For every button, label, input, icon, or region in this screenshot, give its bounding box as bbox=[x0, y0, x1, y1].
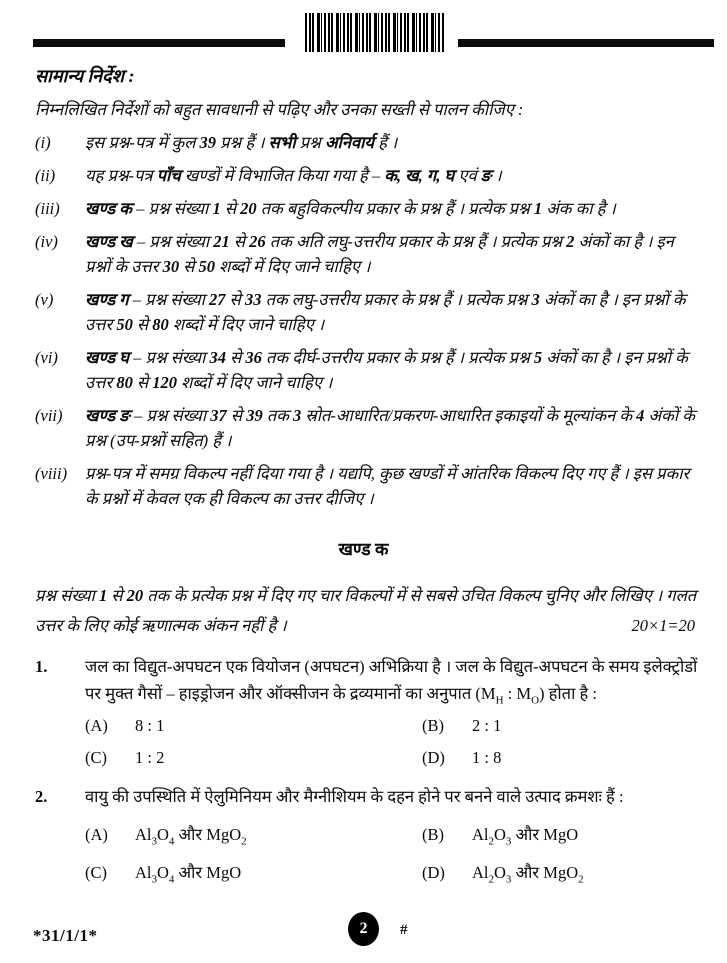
general-instructions-heading: सामान्य निर्देश : bbox=[35, 66, 135, 86]
instruction-text: खण्ड क – प्रश्न संख्या 1 से 20 तक बहुविकल्पीय प्रकार के प्रश्न हैं । प्रत्येक प्रश्न 1 अंक का है । bbox=[85, 199, 616, 218]
instruction-number: (viii) bbox=[35, 464, 68, 483]
instruction-item-2 bbox=[35, 163, 699, 188]
instruction-item-3 bbox=[35, 196, 699, 221]
option-b bbox=[422, 822, 699, 848]
page-footer bbox=[0, 907, 727, 963]
instruction-item-4 bbox=[35, 229, 699, 279]
instruction-item-6 bbox=[35, 345, 699, 395]
instruction-text: खण्ड ख – प्रश्न संख्या 21 से 26 तक अति लघु-उत्तरीय प्रकार के प्रश्न हैं । प्रत्येक प्रश्न 2 अंकों का है । इन प्रश्नों के उत्तर 30 से 50 शब्दों में दिए जाने चाहिए । bbox=[85, 232, 674, 276]
instruction-number: (iii) bbox=[35, 199, 60, 218]
instruction-item-7 bbox=[35, 403, 699, 453]
section-marks: 20×1=20 bbox=[631, 616, 695, 635]
question-body bbox=[85, 783, 699, 886]
right-rule bbox=[458, 39, 714, 47]
instruction-text: प्रश्न-पत्र में समग्र विकल्प नहीं दिया गया है । यद्यपि, कुछ खण्डों में आंतरिक विकल्प दिए गए हैं । इस प्रकार के प्रश्नों में केवल एक ही विकल्प का उत्तर दीजिए । bbox=[85, 464, 690, 508]
page-header bbox=[0, 0, 727, 54]
instruction-text: खण्ड ङ – प्रश्न संख्या 37 से 39 तक 3 स्रोत-आधारित/प्रकरण-आधारित इकाइयों के मूल्यांकन के 4 अंकों के प्रश्न (उप-प्रश्नों सहित) हैं । bbox=[85, 406, 695, 450]
question-number: 2. bbox=[35, 787, 48, 806]
option-a bbox=[85, 822, 422, 848]
option-c bbox=[85, 860, 422, 886]
option-label: (A) bbox=[85, 716, 108, 735]
option-label: (D) bbox=[422, 863, 445, 882]
option-c bbox=[85, 745, 422, 771]
question-number: 1. bbox=[35, 657, 48, 676]
option-label: (C) bbox=[85, 748, 107, 767]
instruction-number: (i) bbox=[35, 133, 51, 152]
option-d bbox=[422, 745, 699, 771]
options-grid bbox=[85, 713, 699, 771]
option-value: 8 : 1 bbox=[135, 716, 165, 735]
instruction-number: (vii) bbox=[35, 406, 63, 425]
option-b bbox=[422, 713, 699, 739]
option-label: (C) bbox=[85, 863, 107, 882]
option-label: (B) bbox=[422, 716, 444, 735]
instruction-text: यह प्रश्न-पत्र पाँच खण्डों में विभाजित किया गया है – क, ख, ग, घ एवं ङ । bbox=[85, 166, 502, 185]
question-1 bbox=[35, 653, 699, 771]
instruction-number: (v) bbox=[35, 290, 54, 309]
option-value: 2 : 1 bbox=[472, 716, 502, 735]
question-body bbox=[85, 653, 699, 771]
option-d bbox=[422, 860, 699, 886]
option-value: $Al_2O_3$ और MgO bbox=[472, 825, 579, 848]
paper-code: *31/1/1* bbox=[33, 926, 98, 945]
option-label: (B) bbox=[422, 825, 444, 844]
instructions-list bbox=[35, 130, 699, 511]
option-value: 1 : 2 bbox=[135, 748, 165, 767]
option-label: (A) bbox=[85, 825, 108, 844]
hash-mark: # bbox=[400, 922, 408, 938]
option-label: (D) bbox=[422, 748, 445, 767]
option-value: 1 : 8 bbox=[472, 748, 502, 767]
instruction-item-8 bbox=[35, 461, 699, 511]
left-rule bbox=[33, 39, 285, 47]
question-text: वायु की उपस्थिति में ऐलुमिनियम और मैग्नीशियम के दहन होने पर बनने वाले उत्पाद क्रमशः हैं : bbox=[85, 787, 624, 806]
section-title: खण्ड क bbox=[338, 539, 389, 559]
option-value: $Al_3O_4$ और MgO bbox=[135, 863, 242, 886]
option-a bbox=[85, 713, 422, 739]
section-intro bbox=[35, 581, 699, 641]
question-2 bbox=[35, 783, 699, 886]
question-text: जल का विद्युत-अपघटन एक वियोजन (अपघटन) अभिक्रिया है । जल के विद्युत-अपघटन के समय इलेक्ट्रोडों पर मुक्त गैसों – हाइड्रोजन और ऑक्सीजन के द्रव्यमानों का अनुपात ($M_H$ : $M_O$) होता है : bbox=[85, 657, 698, 707]
instruction-number: (iv) bbox=[35, 232, 58, 251]
instruction-number: (vi) bbox=[35, 348, 58, 367]
instruction-text: खण्ड घ – प्रश्न संख्या 34 से 36 तक दीर्घ-उत्तरीय प्रकार के प्रश्न हैं । प्रत्येक प्रश्न 5 अंकों का है । इन प्रश्नों के उत्तर 80 से 120 शब्दों में दिए जाने चाहिए । bbox=[85, 348, 688, 392]
section-intro-text: प्रश्न संख्या 1 से 20 तक के प्रत्येक प्रश्न में दिए गए चार विकल्पों में से सबसे उचित विकल्प चुनिए और लिखिए । गलत उत्तर के लिए कोई ऋणात्मक अंकन नहीं है । bbox=[35, 586, 697, 635]
page-number-badge: 2 bbox=[348, 912, 379, 946]
instruction-text: खण्ड ग – प्रश्न संख्या 27 से 33 तक लघु-उत्तरीय प्रकार के प्रश्न हैं । प्रत्येक प्रश्न 3 अंकों का है । इन प्रश्नों के उत्तर 50 से 80 शब्दों में दिए जाने चाहिए । bbox=[85, 290, 686, 334]
option-value: $Al_2O_3$ और MgO$_2$ bbox=[472, 863, 584, 886]
general-instructions-intro: निम्नलिखित निर्देशों को बहुत सावधानी से पढ़िए और उनका सख्ती से पालन कीजिए : bbox=[35, 100, 524, 119]
option-value: $Al_3O_4$ और MgO$_2$ bbox=[135, 825, 247, 848]
options-grid bbox=[85, 822, 699, 886]
instruction-number: (ii) bbox=[35, 166, 56, 185]
barcode-icon bbox=[305, 13, 445, 52]
instruction-text: इस प्रश्न-पत्र में कुल 39 प्रश्न हैं । सभी प्रश्न अनिवार्य हैं । bbox=[85, 133, 398, 152]
instruction-item-5 bbox=[35, 287, 699, 337]
instruction-item-1 bbox=[35, 130, 699, 155]
